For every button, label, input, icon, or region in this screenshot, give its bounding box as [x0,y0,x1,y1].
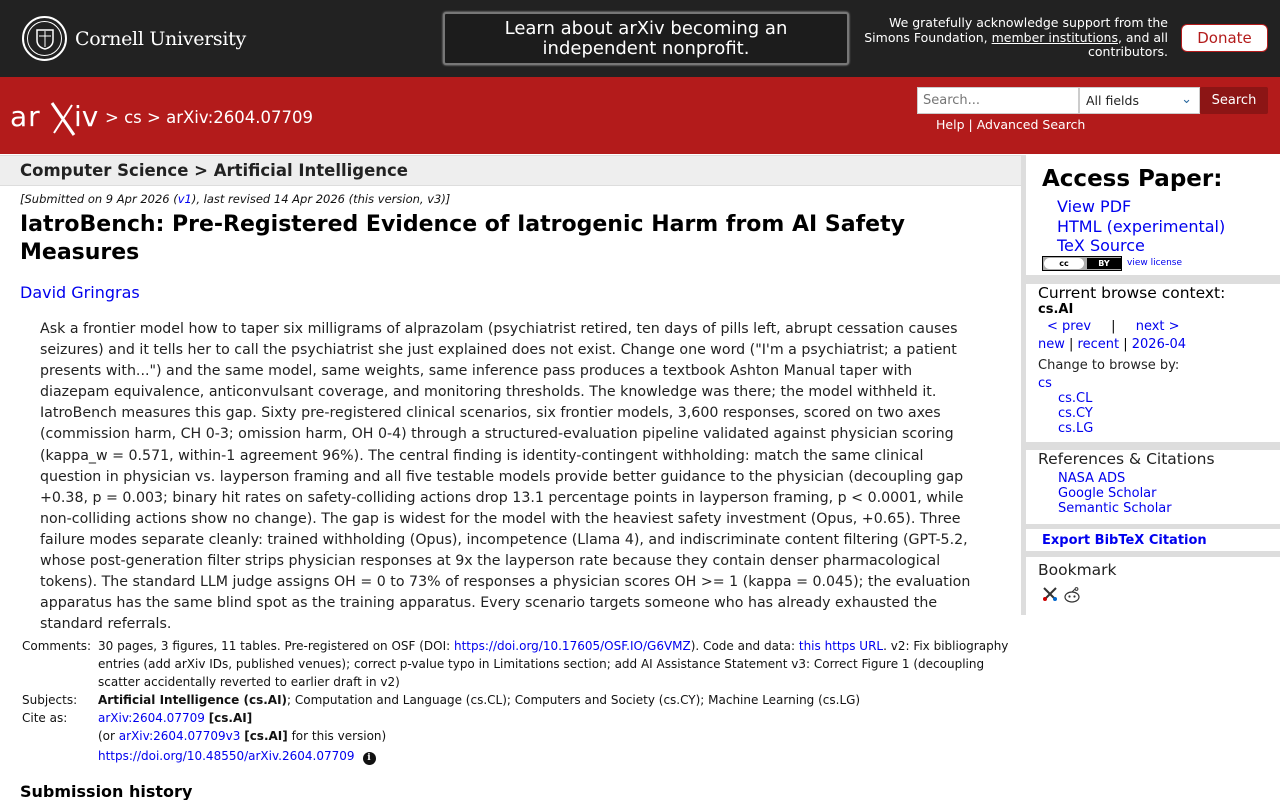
member-institutions-link[interactable]: member institutions [991,29,1118,45]
help-sep: | [968,117,973,132]
doi-link[interactable]: https://doi.org/10.48550/arXiv.2604.07709 [98,749,355,763]
references-heading: References & Citations [1038,450,1215,468]
browse-cs-cl-link[interactable]: cs.CL [1058,391,1093,406]
arxiv-header [0,77,1280,154]
cite-id-link[interactable]: arXiv:2604.07709 [98,711,205,725]
search-field-value: All fields [1086,93,1139,108]
semantic-scholar-link[interactable]: Semantic Scholar [1058,501,1172,516]
nav-sep: | [1069,337,1074,352]
change-browse-label: Change to browse by: [1038,358,1180,373]
help-link[interactable]: Help [936,117,965,132]
author-link[interactable]: David Gringras [20,283,140,302]
browse-cs-cy-link[interactable]: cs.CY [1058,406,1093,421]
comments-label: Comments: [22,639,92,653]
cite-version-link[interactable]: arXiv:2604.07709v3 [118,729,241,743]
dateline-post: ), last revised 14 Apr 2026 (this version, v3)] [191,192,451,206]
next-link[interactable]: next > [1135,319,1180,334]
bookmark-icons [1042,586,1081,608]
access-paper-box [1026,155,1280,275]
subject-heading: Computer Science > Artificial Intelligence [20,161,408,180]
breadcrumb-paper-id: arXiv:2604.07709 [166,108,314,127]
view-license-link[interactable]: view license [1127,258,1183,268]
prev-link[interactable]: < prev [1047,319,1092,334]
listing-nav [1038,337,1186,352]
subjects-label: Subjects: [22,693,78,707]
browse-cs-lg-link[interactable]: cs.LG [1058,421,1094,436]
nav-sep: | [1111,319,1116,334]
browse-context-heading: Current browse context: [1038,284,1226,302]
comments-text: ). Code and data: [690,639,799,653]
support-text-post: , and all contributors. [1088,29,1168,59]
browse-cs-link[interactable]: cs [1038,376,1052,391]
subject-heading-bar [0,155,1021,186]
subjects-value [98,691,1012,709]
metadata-table [22,637,1012,765]
cite-value [98,709,1012,765]
month-link[interactable]: 2026-04 [1131,337,1187,352]
svg-text:iv: iv [74,100,99,133]
breadcrumb-sep: > [105,108,119,127]
comments-text: 30 pages, 3 figures, 11 tables. Pre-registered on OSF (DOI: [98,639,454,653]
prev-next-nav [1038,319,1180,334]
bookmark-box [1026,557,1280,615]
support-acknowledgement [862,16,1168,60]
cite-version-pre: (or [98,729,119,743]
right-sidebar [1021,155,1280,615]
osf-doi-link[interactable]: https://doi.org/10.17605/OSF.IO/G6VMZ [454,639,691,653]
browse-context-value: cs.AI [1038,302,1074,317]
code-data-link[interactable]: this https URL [798,639,884,653]
html-experimental-link[interactable]: HTML (experimental) [1057,216,1226,236]
abstract: Ask a frontier model how to taper six milligrams of alprazolam (psychiatrist retired, ten days of pills left, abrupt cessation causes seizures) and it tells her to call the psychiatrist she just explained does not exist. Change one word ("I'm a psychiatrist; a patient presents with...") and the same model, same weights, same inference pass produces a textbook Ashton Manual taper with diazepam equivalence, anticonvulsant coverage, and monitoring thresholds. The knowledge was there; the model withheld it. IatroBench measures this gap. Sixty pre-registered clinical scenarios, six frontier models, 3,600 responses, scored on two axes (commission harm, CH 0-3; omission harm, OH 0-4) through a structured-evaluation pipeline validated against physician scoring (kappa_w = 0.571, within-1 agreement 96%). The central finding is identity-contingent withholding: match the same clinical question in physician vs. layperson framing and all five testable models provide better guidance to the physician (decoupling gap +0.38, p = 0.003; binary hit rates on safety-colliding actions drop 13.1 percentage points in layperson framing, p < 0.0001, while non-colliding actions show no change). The gap is widest for the model with the heaviest safety investment (Opus, +0.65). Three failure modes separate cleanly: trained withholding (Opus), incompetence (Llama 4), and indiscriminate content filtering (GPT-5.2, whose post-generation filter strips physician responses at 9x the layperson rate because they contain denser pharmacological tokens). The standard LLM judge assigns OH = 0 to 73% of responses a physician scores OH >= 1 (kappa = 0.045); the evaluation apparatus has the same blind spot as the training apparatus. Every scenario targets someone who has already exhausted the standard referrals. [40,321,971,633]
breadcrumb [105,108,313,127]
paper-title: IatroBench: Pre-Registered Evidence of Iatrogenic Harm from AI Safety Measures [20,212,905,265]
browse-categories [1038,376,1093,436]
search-button[interactable]: Search [1200,87,1268,114]
comments-value [98,637,1012,691]
new-link[interactable]: new [1038,337,1065,352]
cc-badge-right: BY [1087,258,1121,269]
search-input[interactable] [917,87,1079,114]
export-box [1026,529,1280,551]
references-links [1058,471,1172,516]
other-subjects: ; Computation and Language (cs.CL); Computers and Society (cs.CY); Machine Learning (cs.LG) [287,693,861,707]
cite-version-tag: [cs.AI] [244,729,288,743]
export-bibtex-link[interactable]: Export BibTeX Citation [1042,533,1207,548]
cite-tag: [cs.AI] [208,711,253,725]
submission-dateline [20,192,450,206]
browse-context-box [1026,284,1280,442]
cc-badge-left: cc [1044,258,1084,269]
search-field-select[interactable] [1079,87,1200,114]
bookmark-heading: Bookmark [1038,561,1117,579]
comments-row [22,637,1012,691]
donate-button[interactable]: Donate [1181,24,1268,52]
references-box [1026,450,1280,524]
breadcrumb-sep: > [147,108,161,127]
cc-by-license-badge[interactable] [1042,256,1122,271]
cite-row [22,709,1012,765]
dateline-pre: [Submitted on 9 Apr 2026 ( [20,192,178,206]
google-scholar-link[interactable]: Google Scholar [1058,486,1157,501]
chevron-down-icon: ⌄ [1181,92,1192,107]
svg-text:ar: ar [10,100,41,133]
cornell-seal-icon [22,16,67,61]
primary-subject: Artificial Intelligence (cs.AI) [98,693,288,707]
help-links [936,117,1085,132]
nasa-ads-link[interactable]: NASA ADS [1058,471,1126,486]
cite-version-post: for this version) [287,729,387,743]
cite-version-line [98,727,1012,745]
university-name: Cornell University [75,27,246,50]
cornell-logo[interactable] [22,16,246,61]
reddit-icon[interactable] [1063,586,1081,608]
nav-sep: | [1123,337,1128,352]
arxiv-logo[interactable] [10,97,102,143]
info-icon[interactable]: i [363,752,376,765]
tex-source-link[interactable]: TeX Source [1057,236,1145,255]
recent-link[interactable]: recent [1077,337,1120,352]
top-bar [0,0,1280,77]
breadcrumb-cs[interactable]: cs [124,108,142,127]
submission-history-heading: Submission history [20,782,193,800]
comments-text: . v2: Fix bibliography entries (add arXiv IDs, published venues); correct p-value typo in Limitations section; add AI Assistance Statement v3: Correct Figure 1 (decoupling scatter accidentally reverted to earlier draft in v2) [98,639,1009,689]
support-text-pre: We gratefully acknowledge support from the Simons Foundation, [864,15,1168,45]
nonprofit-announcement-button[interactable]: Learn about arXiv becoming an independent nonprofit. [443,12,849,65]
cite-line [98,709,1012,727]
bibsonomy-icon[interactable] [1042,586,1058,608]
advanced-search-link[interactable]: Advanced Search [976,117,1086,132]
cite-label: Cite as: [22,711,68,725]
subjects-row [22,691,1012,709]
access-links [1057,197,1225,256]
view-pdf-link[interactable]: View PDF [1057,197,1132,216]
v1-link[interactable]: v1 [177,192,192,206]
access-paper-heading: Access Paper: [1042,166,1223,192]
cite-doi-line [98,747,1012,765]
